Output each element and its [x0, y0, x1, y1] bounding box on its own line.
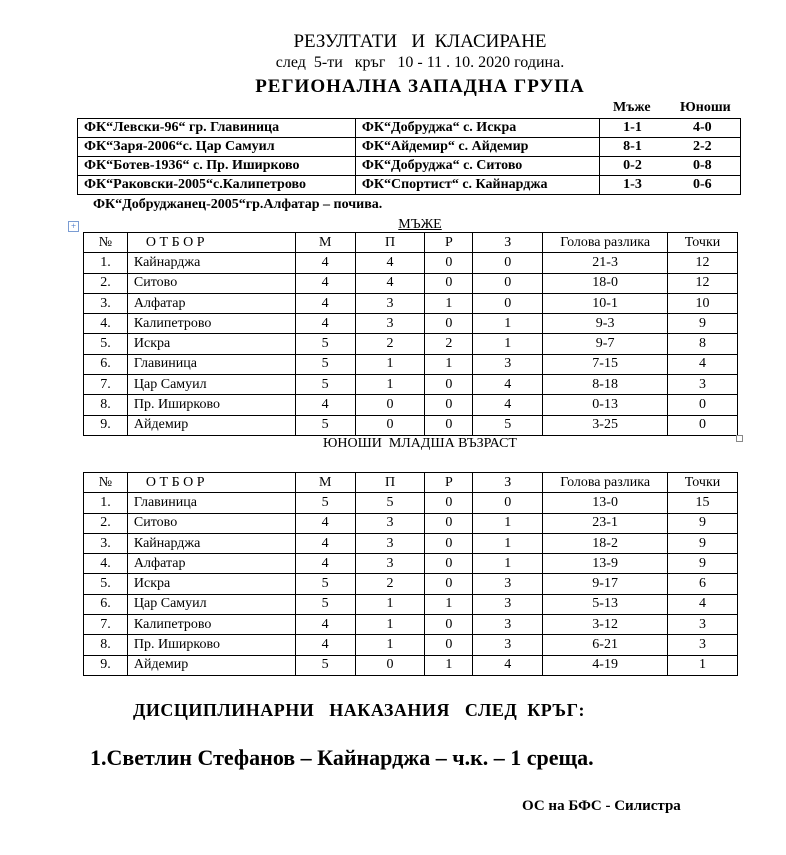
column-header-points: Точки — [668, 473, 738, 493]
column-header-team: О Т Б О Р — [127, 233, 295, 253]
position-cell: 4. — [84, 554, 128, 574]
draws-cell: 0 — [425, 635, 473, 655]
losses-cell: 1 — [473, 533, 543, 553]
goal-difference-cell: 23-1 — [543, 513, 668, 533]
column-header-wins: П — [355, 473, 425, 493]
wins-cell: 1 — [355, 615, 425, 635]
goal-difference-cell: 9-17 — [543, 574, 668, 594]
draws-cell: 0 — [425, 273, 473, 293]
wins-cell: 3 — [355, 314, 425, 334]
points-cell: 1 — [668, 655, 738, 675]
matches-cell: 5 — [295, 415, 355, 435]
team-cell: Ситово — [127, 513, 295, 533]
losses-cell: 4 — [473, 655, 543, 675]
losses-cell: 1 — [473, 334, 543, 354]
goal-difference-cell: 18-2 — [543, 533, 668, 553]
column-header-draws: Р — [425, 233, 473, 253]
team-cell: Алфатар — [127, 554, 295, 574]
losses-cell: 0 — [473, 293, 543, 313]
draws-cell: 1 — [425, 354, 473, 374]
column-header-goal-difference: Голова разлика — [543, 473, 668, 493]
wins-cell: 3 — [355, 293, 425, 313]
points-cell: 10 — [668, 293, 738, 313]
matches-cell: 5 — [295, 594, 355, 614]
team-cell: Пр. Иширково — [127, 395, 295, 415]
position-cell: 5. — [84, 334, 128, 354]
column-header-position: № — [84, 473, 128, 493]
matches-cell: 5 — [295, 375, 355, 395]
table-row — [84, 273, 738, 293]
match-row — [78, 157, 741, 176]
losses-cell: 1 — [473, 554, 543, 574]
goal-difference-cell: 18-0 — [543, 273, 668, 293]
team-cell: Главиница — [127, 354, 295, 374]
position-cell: 9. — [84, 655, 128, 675]
points-cell: 0 — [668, 395, 738, 415]
match-row — [78, 119, 741, 138]
away-team: ФК“Спортист“ с. Кайнарджа — [355, 176, 600, 195]
youth-standings-table — [83, 472, 738, 676]
men-table-label: МЪЖЕ — [398, 217, 442, 232]
points-cell: 9 — [668, 513, 738, 533]
match-results-table — [77, 118, 741, 195]
points-cell: 3 — [668, 375, 738, 395]
table-row — [84, 513, 738, 533]
losses-cell: 3 — [473, 354, 543, 374]
table-row — [84, 635, 738, 655]
points-cell: 15 — [668, 493, 738, 513]
table-row — [84, 293, 738, 313]
match-row — [78, 176, 741, 195]
draws-cell: 0 — [425, 513, 473, 533]
wins-cell: 2 — [355, 574, 425, 594]
team-cell: Алфатар — [127, 293, 295, 313]
column-header-wins: П — [355, 233, 425, 253]
losses-cell: 0 — [473, 493, 543, 513]
home-team: ФК“Ботев-1936“ с. Пр. Иширково — [78, 157, 356, 176]
team-cell: Цар Самуил — [127, 594, 295, 614]
matches-cell: 4 — [295, 533, 355, 553]
position-cell: 8. — [84, 395, 128, 415]
matches-cell: 4 — [295, 554, 355, 574]
position-cell: 8. — [84, 635, 128, 655]
draws-cell: 0 — [425, 533, 473, 553]
wins-cell: 0 — [355, 415, 425, 435]
losses-cell: 4 — [473, 395, 543, 415]
draws-cell: 0 — [425, 574, 473, 594]
wins-cell: 3 — [355, 513, 425, 533]
matches-cell: 4 — [295, 395, 355, 415]
team-cell: Главиница — [127, 493, 295, 513]
matches-cell: 4 — [295, 253, 355, 273]
resting-team: ФК“Добруджанец-2005“гр.Алфатар – почива. — [93, 197, 383, 212]
goal-difference-cell: 9-7 — [543, 334, 668, 354]
table-row — [84, 594, 738, 614]
matches-cell: 5 — [295, 354, 355, 374]
draws-cell: 0 — [425, 395, 473, 415]
column-header-points: Точки — [668, 233, 738, 253]
away-team: ФК“Айдемир“ с. Айдемир — [355, 138, 600, 157]
wins-cell: 4 — [355, 273, 425, 293]
points-cell: 12 — [668, 253, 738, 273]
matches-cell: 4 — [295, 635, 355, 655]
round-date: след 5-ти кръг 10 - 11 . 10. 2020 година. — [275, 54, 565, 71]
men-score: 1-3 — [600, 176, 665, 195]
penalty-item: 1.Светлин Стефанов – Кайнарджа – ч.к. – 1 среща. — [90, 745, 594, 770]
men-column-header: Мъже — [613, 100, 651, 115]
wins-cell: 3 — [355, 554, 425, 574]
header-row — [84, 233, 738, 253]
losses-cell: 0 — [473, 273, 543, 293]
wins-cell: 1 — [355, 594, 425, 614]
matches-cell: 4 — [295, 273, 355, 293]
position-cell: 1. — [84, 253, 128, 273]
youth-score: 0-8 — [665, 157, 741, 176]
youth-score: 4-0 — [665, 119, 741, 138]
position-cell: 7. — [84, 615, 128, 635]
matches-cell: 4 — [295, 513, 355, 533]
header-row — [84, 473, 738, 493]
points-cell: 0 — [668, 415, 738, 435]
points-cell: 12 — [668, 273, 738, 293]
team-cell: Пр. Иширково — [127, 635, 295, 655]
table-row — [84, 615, 738, 635]
losses-cell: 0 — [473, 253, 543, 273]
draws-cell: 2 — [425, 334, 473, 354]
table-row — [84, 375, 738, 395]
position-cell: 6. — [84, 594, 128, 614]
home-team: ФК“Заря-2006“с. Цар Самуил — [78, 138, 356, 157]
points-cell: 3 — [668, 615, 738, 635]
draws-cell: 0 — [425, 554, 473, 574]
discipline-heading: ДИСЦИПЛИНАРНИ НАКАЗАНИЯ СЛЕД КРЪГ: — [133, 700, 586, 720]
losses-cell: 5 — [473, 415, 543, 435]
table-row — [84, 574, 738, 594]
goal-difference-cell: 6-21 — [543, 635, 668, 655]
match-row — [78, 138, 741, 157]
points-cell: 4 — [668, 594, 738, 614]
losses-cell: 3 — [473, 635, 543, 655]
losses-cell: 4 — [473, 375, 543, 395]
points-cell: 9 — [668, 533, 738, 553]
draws-cell: 1 — [425, 293, 473, 313]
goal-difference-cell: 13-9 — [543, 554, 668, 574]
column-header-losses: З — [473, 233, 543, 253]
document-title: РЕЗУЛТАТИ И КЛАСИРАНЕ — [293, 31, 547, 52]
men-score: 0-2 — [600, 157, 665, 176]
team-cell: Искра — [127, 334, 295, 354]
table-row — [84, 655, 738, 675]
wins-cell: 5 — [355, 493, 425, 513]
wins-cell: 4 — [355, 253, 425, 273]
position-cell: 7. — [84, 375, 128, 395]
team-cell: Цар Самуил — [127, 375, 295, 395]
matches-cell: 4 — [295, 615, 355, 635]
goal-difference-cell: 3-12 — [543, 615, 668, 635]
losses-cell: 1 — [473, 513, 543, 533]
home-team: ФК“Раковски-2005“с.Калипетрово — [78, 176, 356, 195]
wins-cell: 0 — [355, 395, 425, 415]
draws-cell: 1 — [425, 655, 473, 675]
position-cell: 2. — [84, 273, 128, 293]
goal-difference-cell: 13-0 — [543, 493, 668, 513]
table-row — [84, 314, 738, 334]
wins-cell: 1 — [355, 354, 425, 374]
points-cell: 9 — [668, 554, 738, 574]
losses-cell: 3 — [473, 594, 543, 614]
goal-difference-cell: 4-19 — [543, 655, 668, 675]
team-cell: Кайнарджа — [127, 253, 295, 273]
position-cell: 3. — [84, 533, 128, 553]
points-cell: 3 — [668, 635, 738, 655]
signature: ОС на БФС - Силистра — [522, 798, 681, 814]
goal-difference-cell: 21-3 — [543, 253, 668, 273]
table-row — [84, 533, 738, 553]
position-cell: 3. — [84, 293, 128, 313]
team-cell: Кайнарджа — [127, 533, 295, 553]
column-header-goal-difference: Голова разлика — [543, 233, 668, 253]
losses-cell: 1 — [473, 314, 543, 334]
team-cell: Ситово — [127, 273, 295, 293]
draws-cell: 0 — [425, 314, 473, 334]
wins-cell: 1 — [355, 635, 425, 655]
goal-difference-cell: 10-1 — [543, 293, 668, 313]
team-cell: Айдемир — [127, 655, 295, 675]
table-row — [84, 554, 738, 574]
column-header-draws: Р — [425, 473, 473, 493]
team-cell: Искра — [127, 574, 295, 594]
matches-cell: 5 — [295, 493, 355, 513]
position-cell: 1. — [84, 493, 128, 513]
losses-cell: 3 — [473, 615, 543, 635]
away-team: ФК“Добруджа“ с. Искра — [355, 119, 600, 138]
goal-difference-cell: 5-13 — [543, 594, 668, 614]
goal-difference-cell: 3-25 — [543, 415, 668, 435]
matches-cell: 5 — [295, 655, 355, 675]
men-standings-table — [83, 232, 738, 436]
youth-column-header: Юноши — [680, 100, 731, 115]
table-row — [84, 354, 738, 374]
column-header-matches: М — [295, 473, 355, 493]
position-cell: 5. — [84, 574, 128, 594]
draws-cell: 0 — [425, 493, 473, 513]
home-team: ФК“Левски-96“ гр. Главиница — [78, 119, 356, 138]
table-row — [84, 253, 738, 273]
youth-table-label: ЮНОШИ МЛАДША ВЪЗРАСТ — [323, 436, 517, 451]
points-cell: 6 — [668, 574, 738, 594]
draws-cell: 1 — [425, 594, 473, 614]
team-cell: Айдемир — [127, 415, 295, 435]
draws-cell: 0 — [425, 415, 473, 435]
wins-cell: 2 — [355, 334, 425, 354]
goal-difference-cell: 7-15 — [543, 354, 668, 374]
table-row — [84, 395, 738, 415]
table-move-handle-icon[interactable]: + — [68, 221, 79, 232]
position-cell: 4. — [84, 314, 128, 334]
losses-cell: 3 — [473, 574, 543, 594]
table-row — [84, 493, 738, 513]
position-cell: 6. — [84, 354, 128, 374]
table-row — [84, 415, 738, 435]
table-row — [84, 334, 738, 354]
men-score: 8-1 — [600, 138, 665, 157]
column-header-position: № — [84, 233, 128, 253]
column-header-team: О Т Б О Р — [127, 473, 295, 493]
column-header-matches: М — [295, 233, 355, 253]
team-cell: Калипетрово — [127, 615, 295, 635]
wins-cell: 0 — [355, 655, 425, 675]
draws-cell: 0 — [425, 615, 473, 635]
matches-cell: 5 — [295, 334, 355, 354]
column-header-losses: З — [473, 473, 543, 493]
draws-cell: 0 — [425, 375, 473, 395]
youth-score: 0-6 — [665, 176, 741, 195]
goal-difference-cell: 0-13 — [543, 395, 668, 415]
goal-difference-cell: 9-3 — [543, 314, 668, 334]
away-team: ФК“Добруджа“ с. Ситово — [355, 157, 600, 176]
group-title: РЕГИОНАЛНА ЗАПАДНА ГРУПА — [255, 76, 585, 97]
wins-cell: 3 — [355, 533, 425, 553]
matches-cell: 4 — [295, 314, 355, 334]
points-cell: 4 — [668, 354, 738, 374]
matches-cell: 5 — [295, 574, 355, 594]
men-score: 1-1 — [600, 119, 665, 138]
draws-cell: 0 — [425, 253, 473, 273]
wins-cell: 1 — [355, 375, 425, 395]
points-cell: 9 — [668, 314, 738, 334]
points-cell: 8 — [668, 334, 738, 354]
team-cell: Калипетрово — [127, 314, 295, 334]
position-cell: 2. — [84, 513, 128, 533]
youth-score: 2-2 — [665, 138, 741, 157]
matches-cell: 4 — [295, 293, 355, 313]
goal-difference-cell: 8-18 — [543, 375, 668, 395]
position-cell: 9. — [84, 415, 128, 435]
